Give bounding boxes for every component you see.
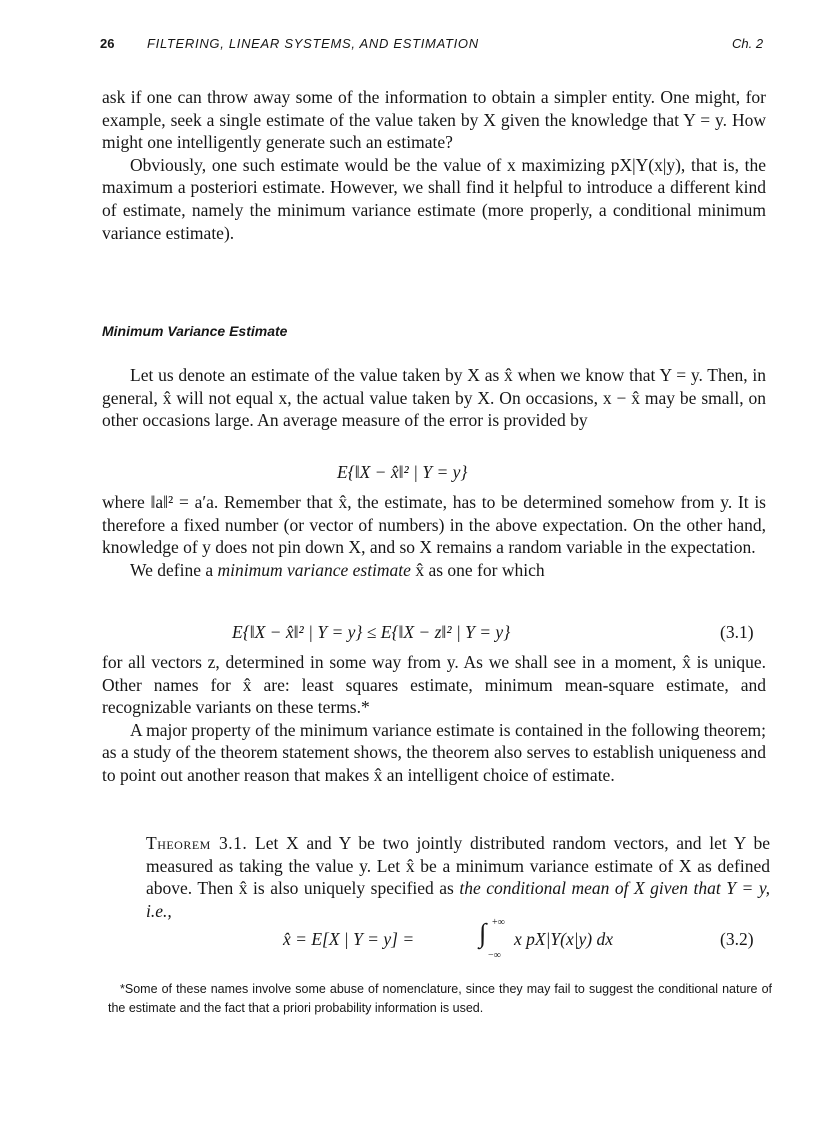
section-paragraph-1-block <box>102 364 766 432</box>
footnote-text: *Some of these names involve some abuse of nomenclature, since they may fail to suggest the conditional nature of the estimate and the fact that a priori probability information is used. <box>108 982 772 1015</box>
section-paragraph-5: A major property of the minimum variance estimate is contained in the following theorem; as a study of the theorem statement shows, the theorem also serves to establish uniqueness and to point out another reason that makes x̂ an intelligent choice of estimate. <box>102 719 766 785</box>
theorem-label: Theorem 3.1. <box>146 833 248 853</box>
section-heading: Minimum Variance Estimate <box>102 323 288 339</box>
integral-upper-limit: +∞ <box>492 917 505 928</box>
footnote <box>108 980 772 1017</box>
section-paragraph-4-block <box>102 651 766 787</box>
definition-lead: We define a <box>130 559 214 580</box>
section-paragraph-2: where ‖a‖² = a′a. Remember that x̂, the estimate, has to be determined somehow from y. It is therefore a fixed number (or vector of numbers) in the above expectation. On the other hand, knowledge of y does not pin down X, and so X remains a random variable in the expectation. <box>102 492 766 558</box>
definition-term: minimum variance estimate <box>217 559 411 580</box>
integral-lower-limit: −∞ <box>488 950 501 961</box>
chapter-label: Ch. 2 <box>732 36 764 51</box>
theorem-condition: Y = y, i.e., <box>146 878 770 921</box>
integral-sign: ∫ <box>479 918 487 948</box>
running-title: FILTERING, LINEAR SYSTEMS, AND ESTIMATION <box>147 36 479 51</box>
theorem-text: Let X and Y be two jointly distributed random vectors, and let Y be measured as taking the value y. Let x̂ be a minimum variance estimate of X as defined above. Then x̂ is also uniquely specified as <box>146 833 770 899</box>
equation-3-1-label: (3.1) <box>720 622 754 642</box>
intro-text <box>102 86 766 244</box>
theorem-block <box>146 832 770 922</box>
equation-3-2-left: x̂ = E[X | Y = y] = <box>283 929 415 949</box>
intro-paragraph-2: Obviously, one such estimate would be the value of x maximizing pX|Y(x|y), that is, the maximum a posteriori estimate. However, we shall find it helpful to introduce a different kind of estimate, namely the minimum variance estimate (more properly, a conditional minimum variance estimate). <box>102 154 766 243</box>
theorem-italic-tail: the conditional mean of X given that <box>459 878 721 899</box>
error-expression: E{‖X − x̂‖² | Y = y} <box>337 462 468 482</box>
integrand: x pX|Y(x|y) dx <box>514 929 614 949</box>
section-paragraph-4: for all vectors z, determined in some way from y. As we shall see in a moment, x̂ is unique. Other names for x̂ are: least squares estimate, minimum mean-square estimate, and recognizable variants on these terms.* <box>102 652 766 718</box>
section-paragraph-1: Let us denote an estimate of the value taken by X as x̂ when we know that Y = y. Then, in general, x̂ will not equal x, the actual value taken by X. On occasions, x − x̂ may be small, on other occasions large. An average measure of the error is provided by <box>102 365 766 431</box>
equation-3-2-label: (3.2) <box>720 929 754 949</box>
intro-paragraph-1: ask if one can throw away some of the information to obtain a simpler entity. One might, for example, seek a single estimate of the value taken by X given the knowledge that Y = y. How might one intelligently generate such an estimate? <box>102 87 766 153</box>
theorem-statement <box>146 832 770 922</box>
page-number: 26 <box>100 36 115 51</box>
equation-3-1: E{‖X − x̂‖² | Y = y} ≤ E{‖X − z‖² | Y = y} <box>232 622 511 642</box>
definition-tail: x̂ as one for which <box>415 559 545 580</box>
definition-sentence <box>102 559 766 582</box>
section-paragraph-2-block <box>102 491 766 581</box>
